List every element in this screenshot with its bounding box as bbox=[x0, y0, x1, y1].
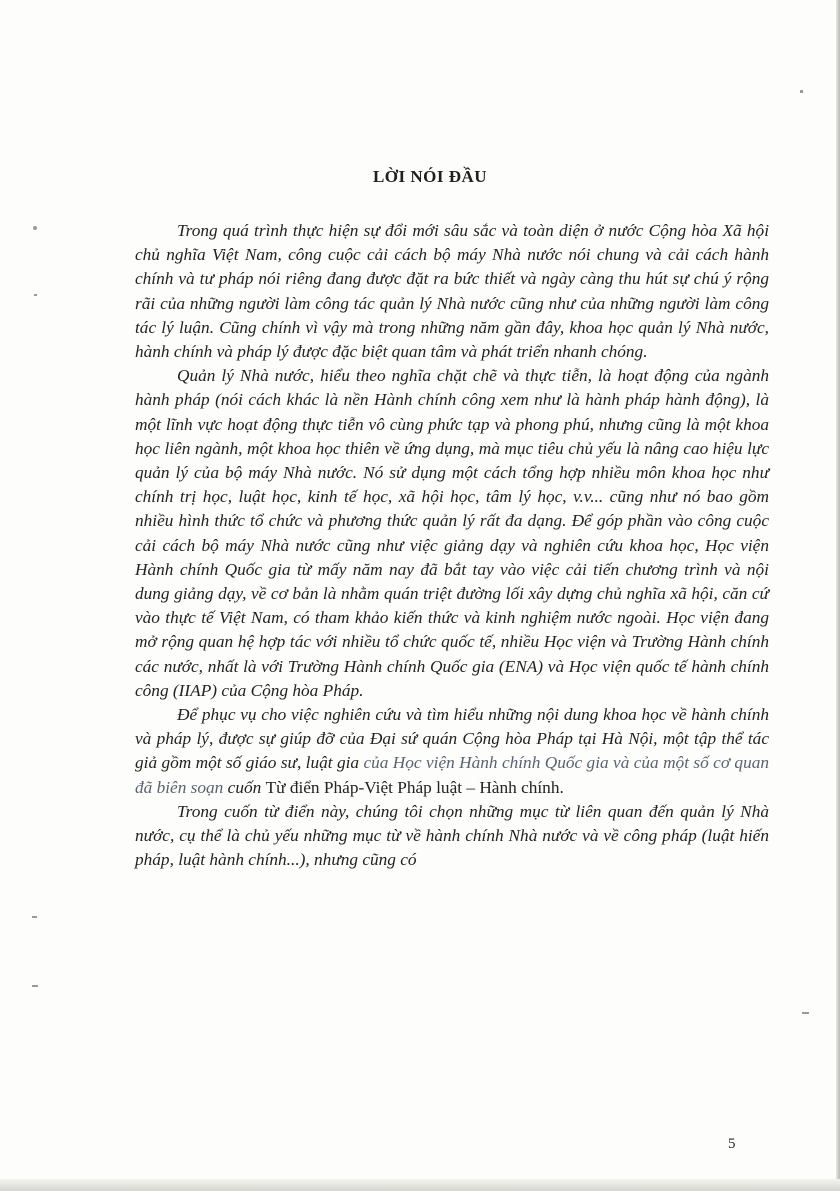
scan-mark bbox=[800, 90, 803, 93]
page-title: LỜI NÓI ĐẦU bbox=[372, 167, 488, 186]
paragraph-text: Để phục vụ cho việc nghiên cứu và tìm hiểu những nội dung khoa học về hành chính và pháp lý, được sự giúp đỡ của Đại sứ quán Cộng hòa Pháp tại Hà Nội, một tập thể tác giả gồm một số giáo sư, luật gia bbox=[135, 705, 769, 773]
paragraph: Trong cuốn từ điển này, chúng tôi chọn những mục từ liên quan đến quản lý Nhà nước, cụ thể là chủ yếu những mục từ về hành chính Nhà nước và về công pháp (luật hiến pháp, luật hành chính...), nhưng cũng có bbox=[135, 801, 769, 870]
page-number: 5 bbox=[728, 1136, 736, 1152]
scan-mark bbox=[33, 226, 37, 230]
scan-edge-bottom bbox=[0, 1179, 840, 1191]
paragraph: Quản lý Nhà nước, hiểu theo nghĩa chặt chẽ và thực tiễn, là hoạt động của ngành hành pháp (nói cách khác là nền Hành chính công xem như là hành pháp hành động), là một lĩnh vực hoạt động thực tiễn vô cùng phức tạp và phong phú, nhưng cũng là một khoa học liên ngành, một khoa học thiên về ứng dụng, mà mục tiêu chủ yếu là nâng cao hiệu lực quản lý của bộ máy Nhà nước. Nó sử dụng một cách tổng hợp nhiều môn khoa học như chính trị học, luật học, kinh tế học, xã hội học, tâm lý học, v.v... cũng như nó bao gồm nhiều hình thức tổ chức và phương thức quản lý rất đa dạng. Để góp phần vào công cuộc cải cách bộ máy Nhà nước cũng như việc giảng dạy và nghiên cứu khoa học, Học viện Hành chính Quốc gia từ mấy năm nay đã bắt tay vào việc cải tiến chương trình và nội dung giảng dạy, về cơ bản là nhằm quán triệt đường lối xây dựng chủ nghĩa xã hội, căn cứ vào thực tế Việt Nam, có tham khảo kiến thức và kinh nghiệm nước ngoài. Học viện đang mở rộng quan hệ hợp tác với nhiều tổ chức quốc tế, nhiều Học viện và Trường Hành chính các nước, nhất là với Trường Hành chính Quốc gia (ENA) và Học viện quốc tế hành chính công (IIAP) của Cộng hòa Pháp. bbox=[135, 366, 769, 700]
scan-mark bbox=[32, 985, 38, 987]
scan-mark bbox=[32, 916, 37, 918]
scan-mark bbox=[802, 1012, 809, 1014]
paragraph-text: cuốn bbox=[227, 777, 262, 797]
faded-text: của Học viện Hành chính Quốc gia và của một số cơ quan đã biên soạn bbox=[135, 753, 769, 797]
paragraph bbox=[135, 703, 769, 800]
preface-body bbox=[135, 219, 769, 872]
paragraph: Trong quá trình thực hiện sự đổi mới sâu sắc và toàn diện ở nước Cộng hòa Xã hội chủ nghĩa Việt Nam, công cuộc cải cách bộ máy Nhà nước nói chung và cải cách hành chính và tư pháp nói riêng đang được đặt ra bức thiết và ngày càng thu hút sự chú ý rộng rãi của những người làm công tác quản lý Nhà nước cũng như của những người làm công tác lý luận. Cũng chính vì vậy mà trong những năm gần đây, khoa học quản lý Nhà nước, hành chính và pháp lý được đặc biệt quan tâm và phát triển nhanh chóng. bbox=[135, 221, 769, 362]
scan-mark bbox=[34, 294, 37, 296]
book-title: Từ điển Pháp-Việt Pháp luật – Hành chính. bbox=[265, 777, 564, 797]
